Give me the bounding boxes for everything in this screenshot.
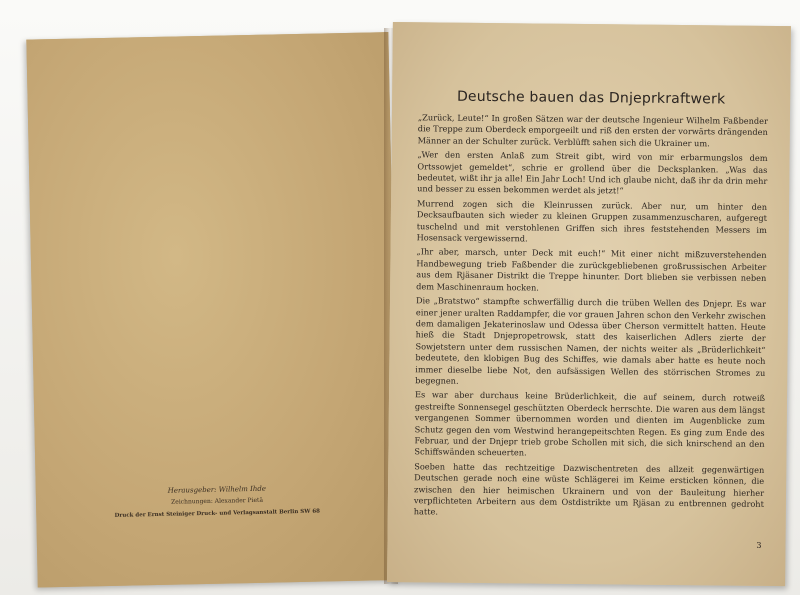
imprint [36, 480, 399, 524]
illustrations-line: Zeichnungen: Alexander Pietä [171, 496, 264, 506]
publisher-line: Herausgeber: Wilhelm Ihde [167, 484, 267, 495]
paragraph: Soeben hatte das rechtzeitige Dazwischentreten des allzeit gegenwärtigen Deutschen gerade noch eine wüste Schlägerei im Keime ersticken können, die zwischen den hier heimischen Ukrainern und von der Bauleitung hierher verpflichteten Arbeitern aus dem Ostdistrikte um Rjäsan zu entbrennen gedroht hatte. [413, 461, 765, 517]
paragraph: „Ihr aber, marsch, unter Deck mit euch!“ Mit einer nicht mißzuverstehenden Handbewegung trieb Faßbender die zurückgebliebenen großrussischen Arbeiter aus dem Rjäsaner Distrikt die Treppe hinunter. Dort blieben sie verbissen neben dem Maschinenraum hocken. [416, 246, 767, 293]
body-text [414, 112, 768, 524]
page-number: 3 [756, 540, 762, 550]
right-page [387, 22, 791, 586]
paragraph: „Wer den ersten Anlaß zum Streit gibt, wird von mir erbarmungslos dem Ortssowjet gemeldet“, schrie er grollend über die Decksplanken. „Was das bedeutet, wißt ihr ja alle! Ein Jahr Loch! Und ich glaube nicht, daß ihr da drin mehr und besser zu essen bekommen werdet als jetzt!“ [417, 149, 768, 196]
paragraph: Es war aber durchaus keine Brüderlichkeit, die auf seinem, durch rotweiß gestreifte Sonnensegel geschützten Oberdeck herrschte. Die waren aus dem längst vergangenen Sommer übernommen worden und dienten im Augenblicke zum Schutz gegen den vom Westwind herangepeitschten Regen. Es ging zum Ende des Februar, und der Dnjepr trieb grobe Schollen mit sich, die sich knirschend an den Schiffswänden scheuerten. [414, 389, 766, 458]
printer-line: Druck der Ernst Steiniger Druck- und Verlagsanstalt Berlin SW 68 [114, 508, 321, 519]
chapter-title: Deutsche bauen das Dnjeprkraftwerk [456, 88, 726, 108]
paragraph: Murrend zogen sich die Kleinrussen zurück. Aber nur, um hinter den Decksaufbauten sich wieder zu kleinen Gruppen zusammenzuscharen, aufgeregt tuschelnd und mit verstohlenen Griffen sich ihres feststehenden Messers im Hosensack vergewissernd. [416, 198, 768, 244]
open-booklet [10, 14, 800, 584]
left-page [26, 32, 399, 587]
paragraph: Die „Bratstwo“ stampfte schwerfällig durch die trüben Wellen des Dnjepr. Es war einer jener uralten Raddampfer, die vor grauen Jahren schon den Verkehr zwischen dem damaligen Jekaterinoslaw und Odessa über Cherson vermittelt hatten. Heute hieß die Stadt Dnjepropetrowsk, statt des kaiserlichen Adlers zierte der Sowjetstern unter dem russischen Namen, der nichts weiter als „Brüderlichkeit“ bedeutete, den klobigen Bug des Schiffes, wie damals aber hatte es heute noch immer dieselbe liebe Not, den aufsässigen Wellen des störrischen Stromes zu begegnen. [415, 295, 767, 386]
paragraph: „Zurück, Leute!“ In großen Sätzen war der deutsche Ingenieur Wilhelm Faßbender die Treppe zum Oberdeck emporgeeilt und riß den ersten der vorwärts drängenden Männer an der Schulter zurück. Verblüfft sahen sich die Ukrainer um. [417, 112, 768, 149]
